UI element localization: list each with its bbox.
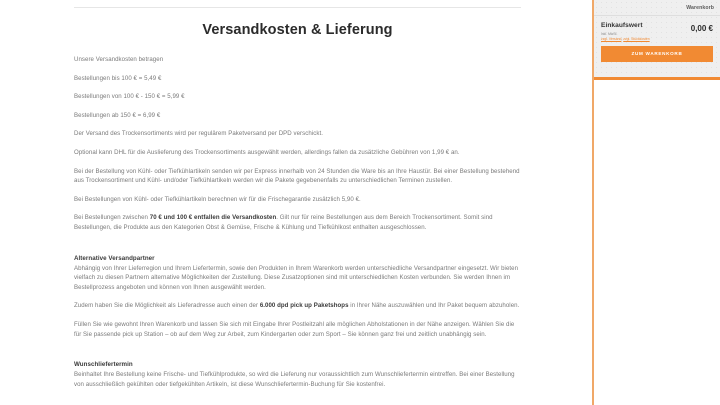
- express-cooled-note: Bei der Bestellung von Kühl- oder Tiefkühlartikeln senden wir per Express innerhalb von 24 Stunden die Ware bis an Ihre Haustür. Bei einer Bestellung bestehend aus Trockensortiment und Kühl- und/oder Tiefkühlartikeln werden wir die Pakete gegebenenfalls zu unterschiedlichen Terminen zustellen.: [74, 167, 520, 185]
- section-heading-wish: Wunschliefertermin: [74, 361, 133, 369]
- cart-summary-left: [601, 22, 650, 41]
- cart-total-label: Einkaufswert: [601, 22, 643, 29]
- pickup-tail: in Ihrer Nähe auszuwählen und Ihr Paket bequem abzuholen.: [348, 302, 520, 310]
- top-divider: [74, 7, 521, 8]
- pickup-lead: Zudem haben Sie die Möglichkeit als Lieferadresse auch einen der: [74, 302, 260, 310]
- freshness-guarantee-note: Bei Bestellungen von Kühl- oder Tiefkühlartikeln berechnen wir für die Frischegarantie zusätzlich 5,90 €.: [74, 195, 361, 203]
- price-tier-over-150: Bestellungen ab 150 € = 6,99 €: [74, 111, 161, 119]
- extra-cost-link[interactable]: zzgl. Stückkosten: [623, 36, 650, 41]
- cart-panel: [594, 0, 720, 80]
- cart-extra-links: [601, 37, 650, 41]
- section-wish-delivery-date: [74, 361, 521, 389]
- cart-panel-header: [594, 0, 720, 16]
- pickup-detail-paragraph: Füllen Sie wie gewohnt Ihren Warenkorb und lassen Sie sich mit Eingabe Ihrer Postleitzahl alle möglichen Abholstationen in der Nähe anzeigen. Wählen Sie die für Sie passende pick up Station – ob auf dem Weg zur Arbeit, zum Kindergarten oder zum Sport – Sie können ganz frei und zeitlich unabhängig sein.: [74, 320, 515, 338]
- dhl-option-note: Optional kann DHL für die Auslieferung des Trockensortiments ausgewählt werden, allerdings fallen da zusätzliche Gebühren von 1,99 € an.: [74, 148, 460, 156]
- cart-sidebar: [592, 0, 720, 405]
- article-container: [74, 0, 521, 389]
- cart-tax-note: inkl. MwSt.: [601, 31, 618, 36]
- link-separator: ,: [621, 36, 624, 41]
- pickup-shops-paragraph: [74, 301, 521, 311]
- price-tier-under-100: Bestellungen bis 100 € = 5,49 €: [74, 74, 162, 82]
- cart-total-value: 0,00 €: [690, 24, 713, 33]
- free-shipping-lead: Bei Bestellungen zwischen: [74, 214, 150, 222]
- go-to-cart-button[interactable]: ZUM WARENKORB: [601, 46, 713, 62]
- section-heading-partners: Alternative Versandpartner: [74, 254, 155, 262]
- cart-panel-body: [594, 16, 720, 62]
- section-alternative-partners: [74, 255, 521, 340]
- cart-header-label: Warenkorb: [686, 4, 714, 11]
- pickup-highlight: 6.000 dpd pick up Paketshops: [259, 302, 349, 310]
- free-shipping-tail: . Gilt nur für reine Bestellungen aus dem Bereich Trockensortiment. Somit sind Bestellungen, die Produkte aus den Kategorien Obst & Gemüse, Frische & Kühlung und Tiefkühlkost enthalten ausgeschlossen.: [74, 214, 493, 231]
- cart-summary-row: [601, 22, 713, 41]
- wish-paragraph: Beinhaltet Ihre Bestellung keine Frische- und Tiefkühlprodukte, so wird die Lieferung nur voraussichtlich zum Wunschliefertermin eintreffen. Bei einer Bestellung von ausschließlich gekühlten oder tiefgekühlten Artikeln, ist diese Wunschliefertermin-Buchung für Sie kostenfrei.: [74, 371, 515, 388]
- intro-paragraph: Unsere Versandkosten betragen: [74, 56, 164, 63]
- shipping-costs-block: [74, 55, 521, 233]
- price-tier-100-150: Bestellungen von 100 € - 150 € = 5,99 €: [74, 93, 185, 101]
- partners-paragraph: Abhängig von Ihrer Lieferregion und Ihrem Liefertermin, sowie den Produkten in Ihrem Warenkorb werden unterschiedliche Versandpartner eingesetzt. Wir bieten vielfach zu diesen Partnern alternative Möglichkeiten der Zustellung. Diese Zusatzoptionen sind mit unterschiedlichen Kosten verbunden. Sie werden Ihnen im Bestellprozess angeboten und können von Ihnen ausgewählt werden.: [74, 264, 519, 291]
- free-shipping-highlight: 70 € und 100 € entfallen die Versandkosten: [149, 214, 277, 222]
- sidebar-empty-area: [594, 80, 720, 402]
- shipping-cost-link[interactable]: zzgl. Versand: [601, 36, 622, 41]
- page-title: Versandkosten & Lieferung: [202, 22, 393, 38]
- free-shipping-note: [74, 213, 521, 232]
- dpd-shipping-note: Der Versand des Trockensortiments wird per regulärem Paketversand per DPD verschickt.: [74, 130, 323, 138]
